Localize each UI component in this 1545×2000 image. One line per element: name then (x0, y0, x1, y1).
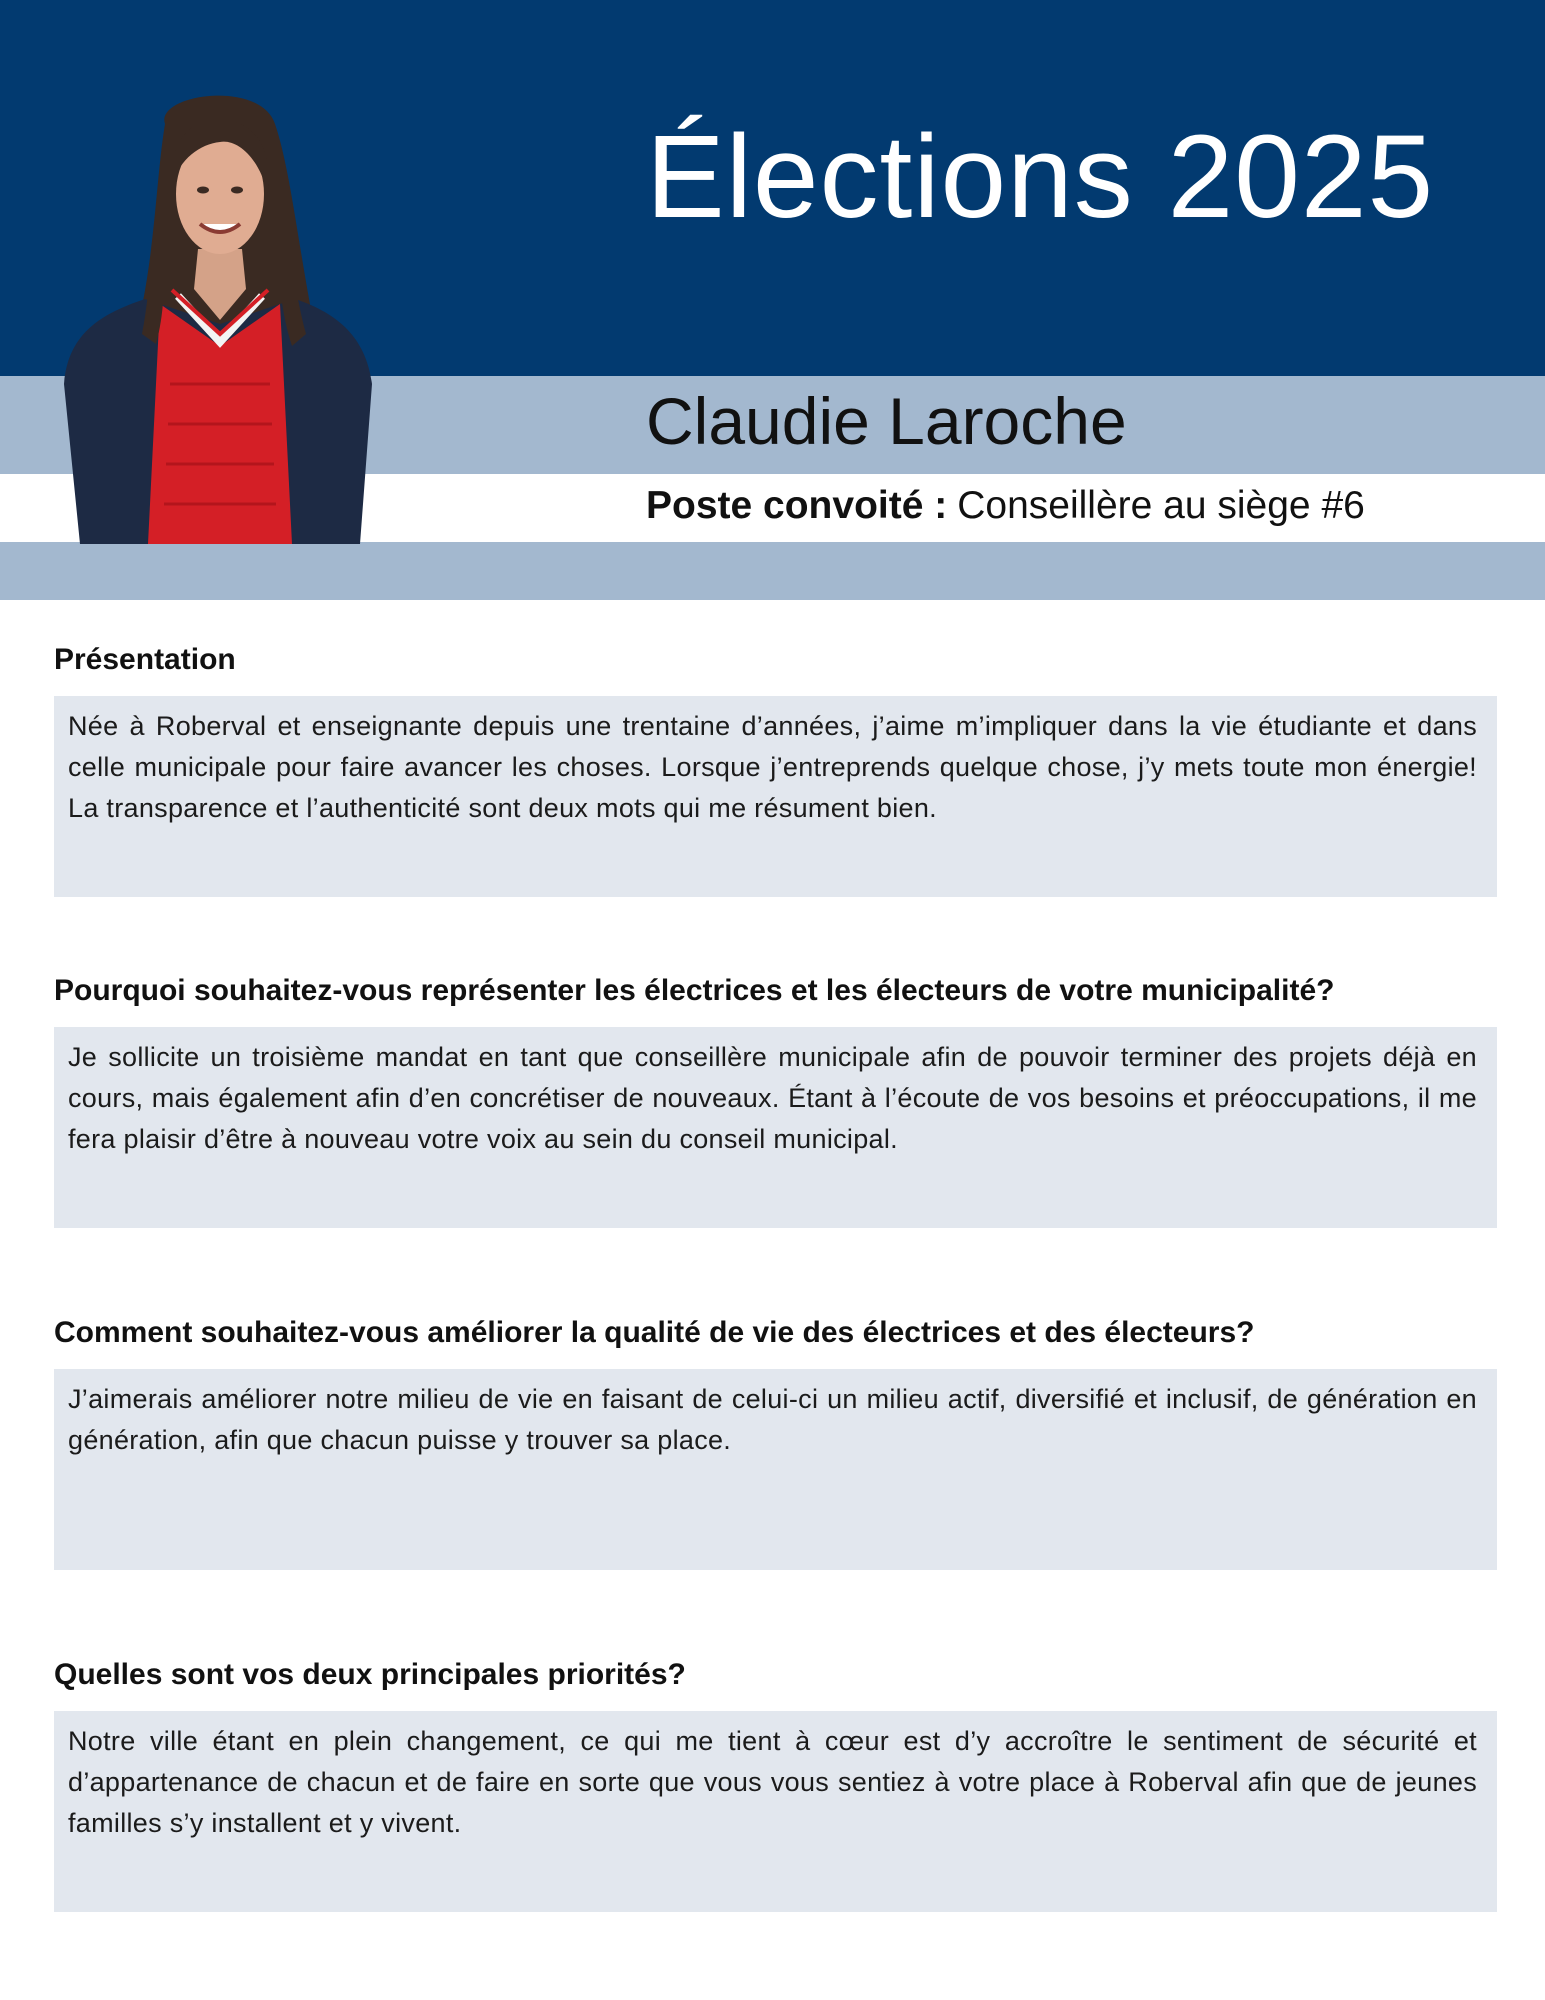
answer-text: Je sollicite un troisième mandat en tant que conseillère municipale afin de pouvoir terminer des projets déjà en cours, mais également afin d’en concrétiser de nouveaux. Étant à l’écoute de vos besoins et préoccupations, il me fera plaisir d’être à nouveau votre voix au sein du conseil municipal. (68, 1042, 1477, 1154)
poste-label: Poste convoité : (646, 484, 948, 527)
section-qualite-de-vie (54, 1315, 1497, 1570)
section-heading: Quelles sont vos deux principales priorités? (54, 1658, 686, 1691)
answer-text: Née à Roberval et enseignante depuis une trentaine d’années, j’aime m’impliquer dans la vie étudiante et dans celle municipale pour faire avancer les choses. Lorsque j’entreprends quelque chose, j’y mets toute mon énergie! La transparence et l’authenticité sont deux mots qui me résument bien. (68, 711, 1477, 823)
answer-box (54, 1711, 1497, 1912)
candidate-photo (60, 84, 376, 544)
section-pourquoi (54, 973, 1497, 1228)
page-title: Élections 2025 (646, 111, 1435, 243)
answer-box (54, 1369, 1497, 1570)
section-heading: Pourquoi souhaitez-vous représenter les électrices et les électeurs de votre municipalité? (54, 974, 1335, 1007)
section-presentation (54, 642, 1497, 897)
answer-box (54, 1027, 1497, 1228)
lower-band (0, 542, 1545, 600)
section-priorites (54, 1657, 1497, 1912)
section-heading: Présentation (54, 643, 236, 676)
answer-text: J’aimerais améliorer notre milieu de vie en faisant de celui-ci un milieu actif, diversifié et inclusif, de génération en génération, afin que chacun puisse y trouver sa place. (68, 1384, 1477, 1455)
section-heading: Comment souhaitez-vous améliorer la qualité de vie des électrices et des électeurs? (54, 1316, 1255, 1349)
answer-text: Notre ville étant en plein changement, ce qui me tient à cœur est d’y accroître le sentiment de sécurité et d’appartenance de chacun et de faire en sorte que vous vous sentiez à votre place à Roberval afin que de jeunes familles s’y installent et y vivent. (68, 1726, 1477, 1838)
poste-value: Conseillère au siège #6 (957, 484, 1365, 527)
poste-line (646, 486, 1365, 525)
candidate-name: Claudie Laroche (646, 384, 1127, 458)
answer-box (54, 696, 1497, 897)
